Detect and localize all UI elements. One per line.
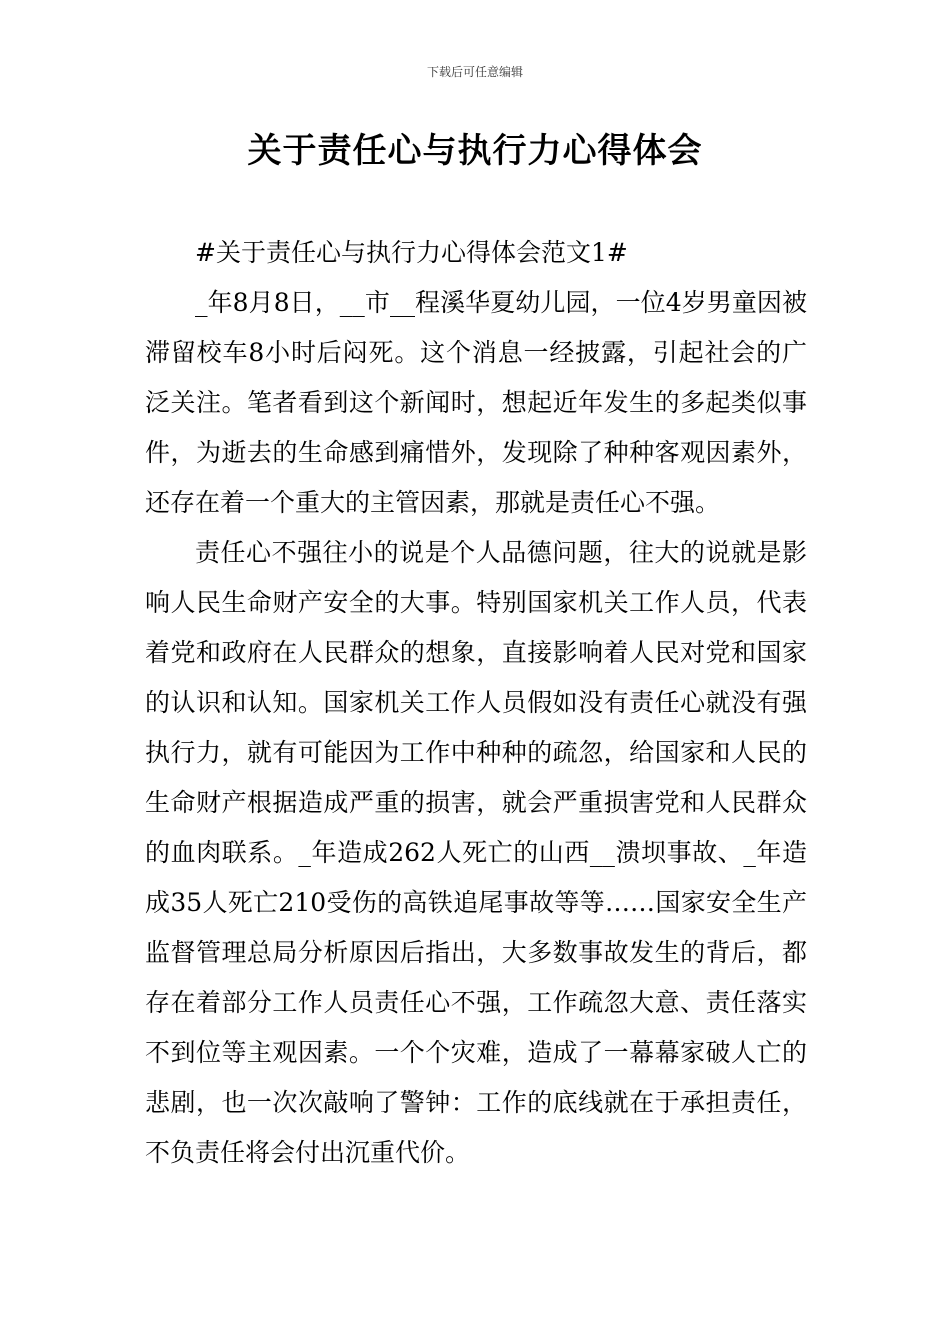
body-paragraph: _年8月8日，__市__程溪华夏幼儿园，一位4岁男童因被滞留校车8小时后闷死。这个消息一经披露，引起社会的广泛关注。笔者看到这个新闻时，想起近年发生的多起类似事件，为逝去的生命感到痛惜外，发现除了种种客观因素外，还存在着一个重大的主管因素，那就是责任心不强。 xyxy=(145,288,807,517)
document-title: 关于责任心与执行力心得体会 xyxy=(247,131,703,171)
body-paragraph: 责任心不强往小的说是个人品德问题，往大的说就是影响人民生命财产安全的大事。特别国家机关工作人员，代表着党和政府在人民群众的想象，直接影响着人民对党和国家的认识和认知。国家机关工作人员假如没有责任心就没有强执行力，就有可能因为工作中种种的疏忽，给国家和人民的生命财产根据造成严重的损害，就会严重损害党和人民群众的血肉联系。_年造成262人死亡的山西__溃坝事故、_年造成35人死亡210受伤的高铁追尾事故等等……国家安全生产监督管理总局分析原因后指出，大多数事故发生的背后，都存在着部分工作人员责任心不强，工作疏忽大意、责任落实不到位等主观因素。一个个灾难，造成了一幕幕家破人亡的悲剧，也一次次敲响了警钟：工作的底线就在于承担责任，不负责任将会付出沉重代价。 xyxy=(145,538,807,1167)
document-body xyxy=(145,228,807,1178)
section-heading: #关于责任心与执行力心得体会范文1# xyxy=(195,238,628,267)
page-header-note: 下载后可任意编辑 xyxy=(426,65,523,79)
